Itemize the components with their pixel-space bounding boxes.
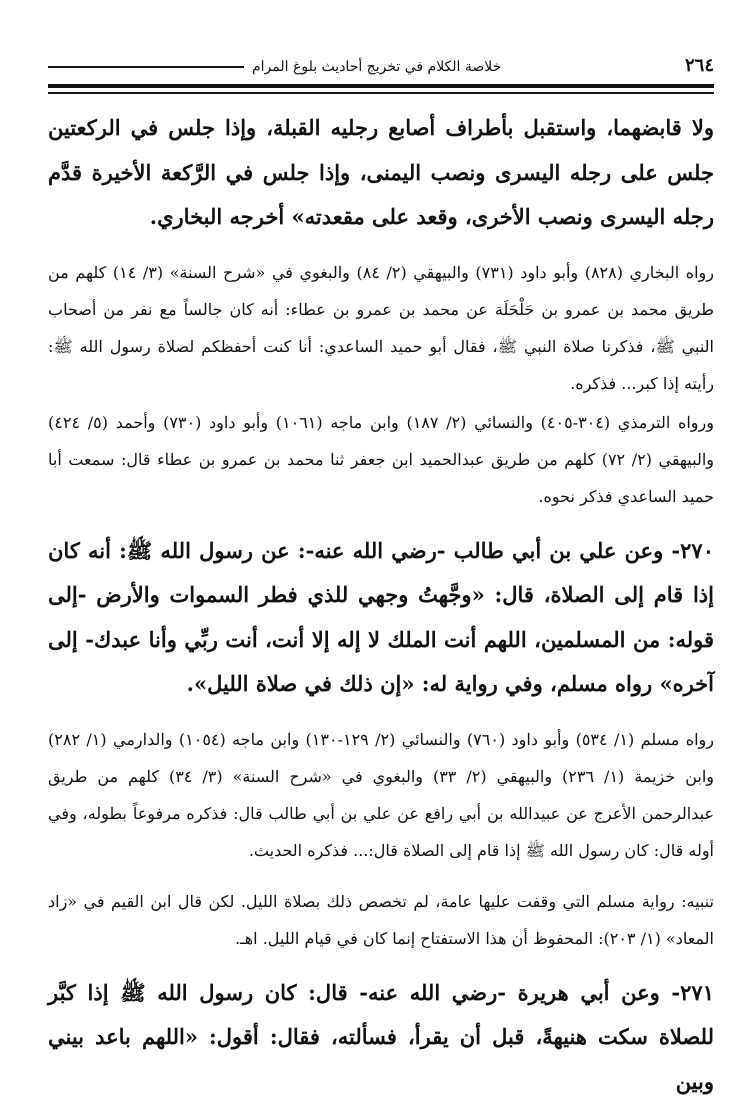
tanbih-note: تنبيه: رواية مسلم التي وقفت عليها عامة، لم تخصص ذلك بصلاة الليل. لكن قال ابن القيم في «زاد المعاد» (١/ ٢٠٣): المحفوظ أن هذا الاستفتاح إنما كان في قيام الليل. اهـ. [48,891,715,948]
header-rule-thick [48,84,714,88]
running-title [48,59,501,82]
header-rule-thin [48,92,714,94]
takhrij-bukhari: رواه البخاري (٨٢٨) وأبو داود (٧٣١) والبيهقي (٢/ ٨٤) والبغوي في «شرح السنة» (٣/ ١٤) كلهم من طريق محمد بن عمرو بن حَلْحَلَة عن محمد بن عمرو بن عطاء: أنه كان جالساً مع نفر من أصحاب النبي ﷺ، فذكرنا صلاة النبي ﷺ، فقال أبو حميد الساعدي: أنا كنت أحفظكم لصلاة رسول الله ﷺ: رأيته إذا كبر... فذكره. [48,262,714,393]
page-number: ٢٦٤ [684,55,714,76]
takhrij-muslim: رواه مسلم (١/ ٥٣٤) وأبو داود (٧٦٠) والنسائي (٢/ ١٢٩-١٣٠) وابن ماجه (١٠٥٤) والدارمي (١/ ٢٨٢) وابن خزيمة (١/ ٢٣٦) والبيهقي (٢/ ٣٣) والبغوي في «شرح السنة» (٣/ ٣٤) كلهم من طريق عبدالرحمن الأعرج عن عبيدالله بن أبي رافع عن علي بن أبي طالب قال: فذكره مرفوعاً بطوله، وفي أوله قال: كان رسول الله ﷺ إذا قام إلى الصلاة قال:... فذكره الحديث. [48,729,715,860]
page-header [48,38,714,82]
hadith-270: ٢٧٠- وعن علي بن أبي طالب -رضي الله عنه-: عن رسول الله ﷺ: أنه كان إذا قام إلى الصلاة، قال: «وجَّهتُ وجهي للذي فطر السموات والأرض -إلى قوله: من المسلمين، اللهم أنت الملك لا إله إلا أنت، أنت ربِّي وأنا عبدك- إلى آخره» رواه مسلم، وفي رواية له: «إن ذلك في صلاة الليل». [48,537,714,696]
hadith-271: ٢٧١- وعن أبي هريرة -رضي الله عنه- قال: كان رسول الله ﷺ إذا كبَّر للصلاة سكت هنيهةً، قبل أن يقرأ، فسألته، فقال: أقول: «اللهم باعد بيني وبين [48,979,714,1094]
book-page [48,38,714,1104]
takhrij-tirmidhi: ورواه الترمذي (٣٠٤-٤٠٥) والنسائي (٢/ ١٨٧) وابن ماجه (١٠٦١) وأبو داود (٧٣٠) وأحمد (٥/ ٤٢٤) والبيهقي (٢/ ٧٢) كلهم من طريق عبدالحميد ابن جعفر ثنا محمد بن عمرو بن عطاء قال: سمعت أبا حميد الساعدي فذكر نحوه. [48,412,714,506]
book-title: خلاصة الكلام في تخريج أحاديث بلوغ المرام [252,59,502,75]
title-dash [48,66,244,68]
hadith-continuation: ولا قابضهما، واستقبل بأطراف أصابع رجليه القبلة، وإذا جلس في الركعتين جلس على رجله اليسرى ونصب اليمنى، وإذا جلس في الرَّكعة الأخيرة قدَّم رجله اليسرى ونصب الأخرى، وقعد على مقعدته» أخرجه البخاري. [48,115,714,229]
